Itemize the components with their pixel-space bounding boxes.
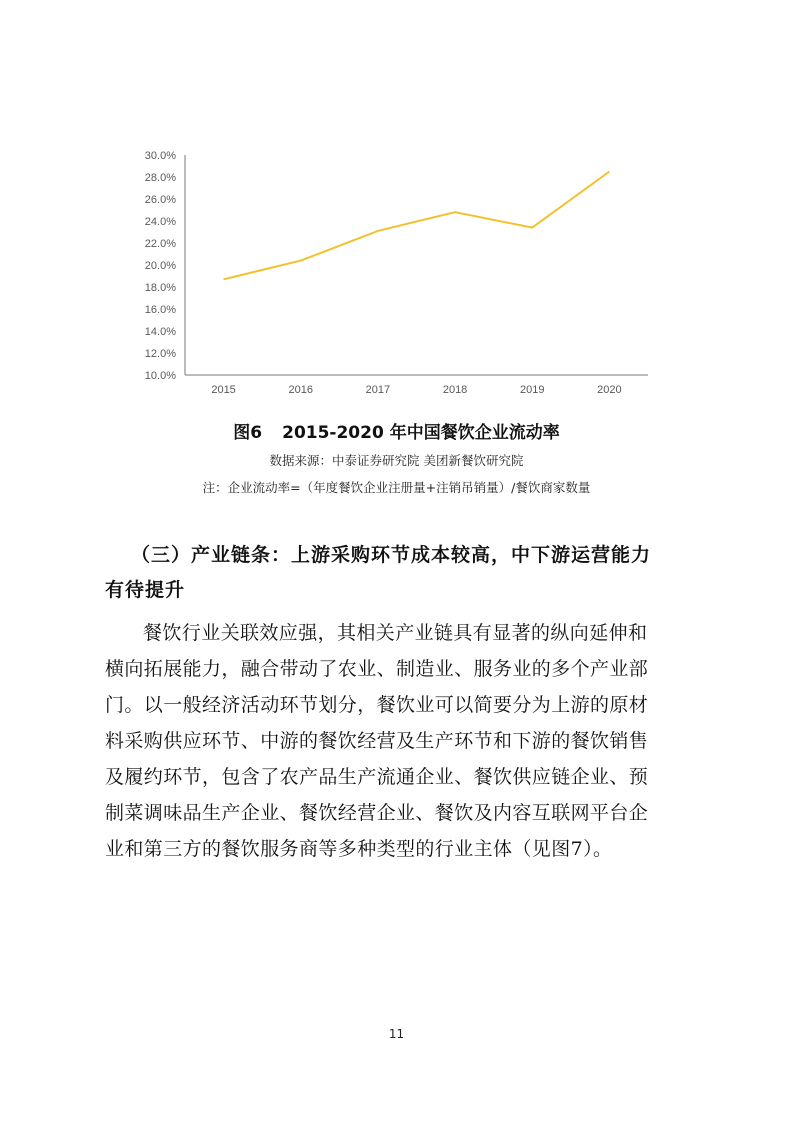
y-tick-label: 14.0% — [144, 326, 176, 338]
y-tick-label: 10.0% — [144, 370, 176, 382]
figure-title-text: 2015-2020 年中国餐饮企业流动率 — [282, 423, 560, 443]
series-line — [224, 172, 610, 280]
x-axis-ticks — [211, 384, 621, 396]
y-tick-label: 20.0% — [144, 260, 176, 272]
y-tick-label: 22.0% — [144, 238, 176, 250]
paragraph-line: 餐饮行业关联效应强，其相关产业链具有显著的纵向延伸和 — [143, 622, 648, 644]
paragraph-line: 横向拓展能力，融合带动了农业、制造业、服务业的多个产业部 — [105, 658, 649, 680]
paragraph-line: 料采购供应环节、中游的餐饮经营及生产环节和下游的餐饮销售 — [105, 730, 649, 752]
section-heading-line-2: 有待提升 — [105, 579, 186, 601]
paragraph-line: 制菜调味品生产企业、餐饮经营企业、餐饮及内容互联网平台企 — [105, 802, 649, 824]
y-tick-label: 12.0% — [144, 348, 176, 360]
y-tick-label: 30.0% — [144, 150, 176, 162]
figure-note: 注：企业流动率=（年度餐饮企业注册量+注销吊销量）/餐饮商家数量 — [202, 480, 591, 495]
paragraph-line: 及履约环节，包含了农产品生产流通企业、餐饮供应链企业、预 — [105, 766, 649, 788]
section-heading-line-1: （三）产业链条：上游采购环节成本较高，中下游运营能力 — [131, 544, 652, 566]
y-axis-ticks — [145, 150, 176, 382]
page-number: 11 — [388, 1027, 405, 1041]
figure-label: 图6 — [233, 423, 263, 443]
y-tick-label: 28.0% — [144, 172, 176, 184]
y-tick-label: 24.0% — [144, 216, 176, 228]
x-tick-label: 2015 — [211, 384, 236, 396]
paragraph-line: 门。以一般经济活动环节划分，餐饮业可以简要分为上游的原材 — [105, 694, 649, 716]
y-tick-label: 26.0% — [144, 194, 176, 206]
x-tick-label: 2016 — [288, 384, 313, 396]
paragraph-line: 业和第三方的餐饮服务商等多种类型的行业主体（见图7）。 — [105, 838, 613, 860]
x-tick-label: 2018 — [442, 384, 468, 396]
x-tick-label: 2019 — [520, 384, 545, 396]
figure-title — [0, 418, 793, 443]
x-tick-label: 2017 — [365, 384, 391, 396]
y-tick-label: 18.0% — [144, 282, 176, 294]
figure-source: 数据来源：中泰证券研究院 美团新餐饮研究院 — [269, 453, 524, 468]
line-chart — [0, 0, 793, 410]
y-tick-label: 16.0% — [144, 304, 176, 316]
x-tick-label: 2020 — [597, 384, 622, 396]
